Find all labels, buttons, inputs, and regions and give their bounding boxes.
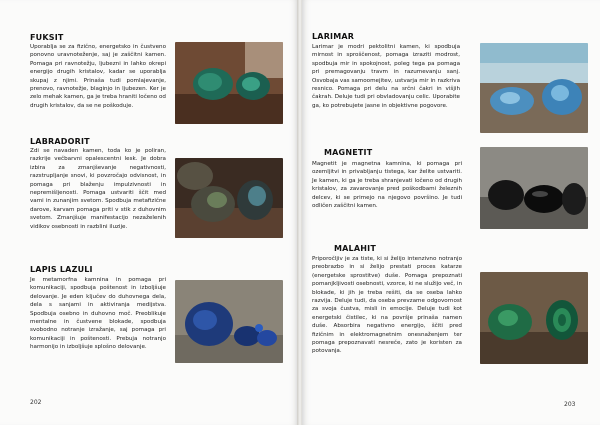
page-number-left: 202 — [30, 399, 42, 406]
labradorit-photo — [175, 158, 283, 238]
section-title-labradorit: LABRADORIT — [30, 137, 90, 146]
section-body-labradorit: Zdi se navaden kamen, toda ko je poliran, razkrije večbarvni opalescentni lesk. Je dobra izbira za zmanjševanje negativnosti, razstrupljanje snovi, ki povzročajo odvisnost, in pomaga pri blaženju impulzivnosti in nepremišljenosti. Pomaga ustvariti ščit med vami in zunanjim svetom. Spodbuja metafizične darove, karvam pomaga priti v stik z duhovnim svetom. Zmanjšuje manifestacijo nezaželenih vidikov osebnosti in razblini iluzije. — [30, 148, 166, 230]
labradorit-stones-image — [175, 158, 283, 238]
larimar-stones-image — [480, 43, 588, 133]
magnetit-photo — [480, 147, 588, 229]
section-body-larimar: Larimar je modri pektolitni kamen, ki spodbuja mirnost in sproščenost, pomaga izraziti modrost, spodbuja mir in spokojnost, poleg tega pa pomaga pri premagovanju travm in razumevanju sanj. Osvobaja vas samoomejitev, ustvarja mir in razkriva resnico. Pomaga pri delu na srčni čakri in višjih čakrah. Deluje tudi pri obvladovanju celic. Uporabite ga, ko potrebujete jasne in objektivne pogovore. — [312, 44, 460, 109]
larimar-photo — [480, 43, 588, 133]
lapis-lazuli-photo — [175, 280, 283, 363]
section-body-magnetit: Magnetit je magnetna kamnina, ki pomaga pri ozemljitvi in privabljanju tistega, kar želite ustvariti. Je kamen, ki ga je treba shranjevati ločeno od drugih kristalov, za zavarovanje pred poškodbami železnih delcev, ki se primejo na njegovo površino. Je tudi odličen zaščitni kamen. — [312, 161, 462, 210]
section-body-malahit: Priporočljiv je za tiste, ki si želijo intenzivno notranjo preobrazbo in si želijo prestati proces katarze (energetske sprostitve) duše. Pomaga prepoznati pomanjkljivosti osebnosti, vzorce, ki ne služijo več, in blokade, ki jih je treba rešiti, da se oseba lahko razvija. Deluje tudi, da oseba prevzame odgovornost za svoja čustva, misli in emocije. Deluje tudi kot energetski čistilec, ki na površje prinaša namen duše. Absorbira negativno energijo, ščiti pred fizičnim in elektromagnetnim onesnaženjem ter pomaga prepoznavati nesreče, zato je koristen za potovanja. — [312, 256, 462, 355]
section-body-fuksit: Uporablja se za fizično, energetsko in čustveno ponovno uravnoteženje, saj je zaščitni kamen. Pomaga pri ravnotežju, ljubezni in lahko okrepi energijo drugih kristalov, kadar se uporablja skupaj z njimi. Prinaša tudi pomlajevanje, prenovo, ravnotežje, blaginjo in ljubezen. Ker je zelo mehak kamen, ga je treba hraniti ločeno od drugih kristalov, da se ne poškoduje. — [30, 44, 166, 109]
section-title-fuksit: FUKSIT — [30, 33, 64, 42]
section-title-lapis-lazuli: LAPIS LAZULI — [30, 265, 93, 274]
section-body-lapis-lazuli: Je metamorfna kamnina in pomaga pri komunikaciji, spodbuja poštenost in izboljšuje delovanje. Je eden ključev do duhovnega dela, dela s sanjami in aktiviranja medijstva. Spodbuja osebno in duhovno moč. Preoblikuje mentalne in čustvene blokade, spodbuja svobodno notranje izražanje, saj pomaga pri komunikaciji in poštenosti. Prebuja notranjo harmonijo in izboljšuje splošno delovanje. — [30, 277, 166, 351]
lapis-lazuli-stones-image — [175, 280, 283, 363]
right-page — [302, 0, 600, 425]
page-number-right: 203 — [564, 401, 576, 408]
magnetit-stones-image — [480, 147, 588, 229]
left-page — [0, 0, 298, 425]
fuksit-stones-image — [175, 42, 283, 124]
section-title-larimar: LARIMAR — [312, 32, 355, 41]
section-title-malahit: MALAHIT — [334, 244, 376, 253]
section-title-magnetit: MAGNETIT — [324, 148, 373, 157]
fuksit-photo — [175, 42, 283, 124]
malahit-stones-image — [480, 272, 588, 364]
malahit-photo — [480, 272, 588, 364]
